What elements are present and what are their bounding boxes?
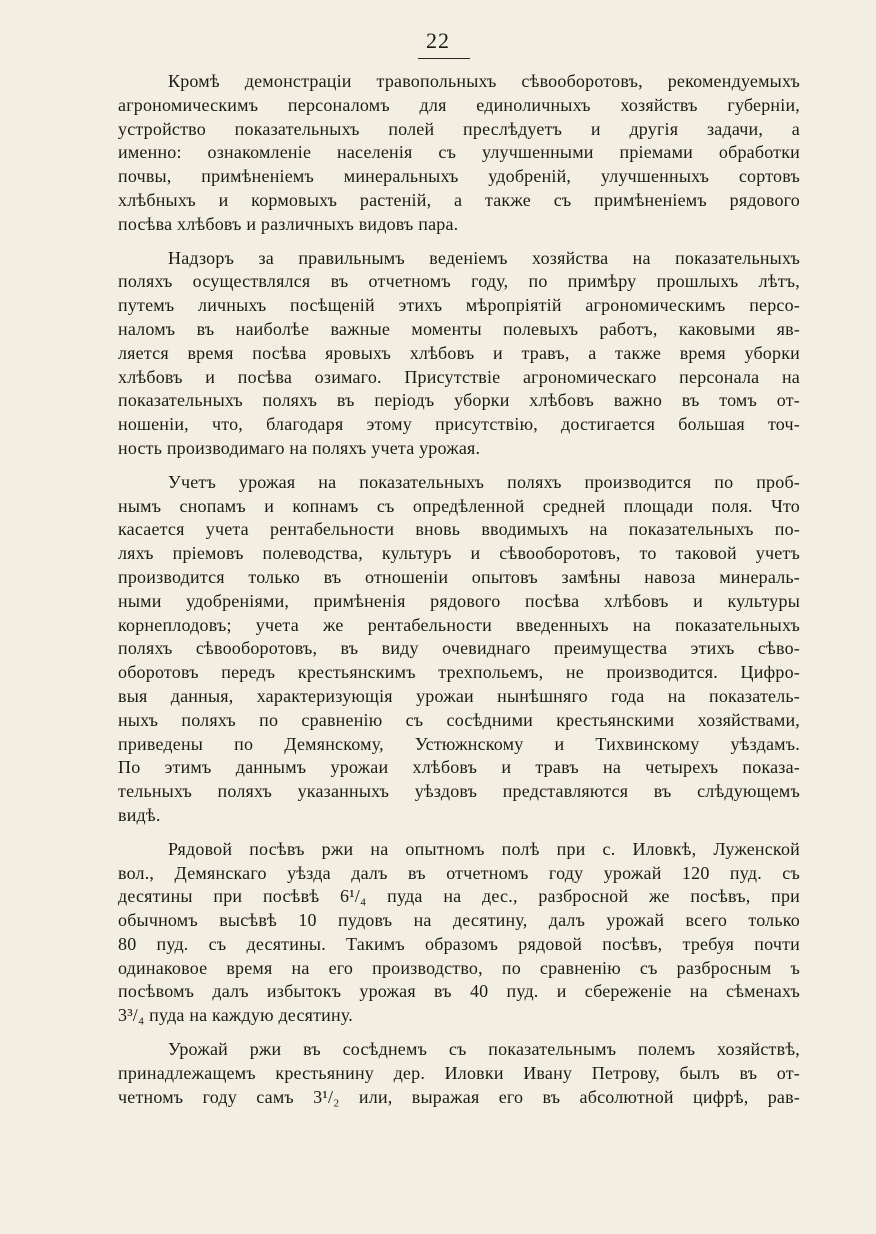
text-line: именно: ознакомленіе населенія съ улучшенными пріемами обработки xyxy=(118,142,800,163)
paragraph-supervision xyxy=(118,247,800,461)
page-body xyxy=(118,70,800,1119)
text-line: производится только въ отношеніи опытовъ замѣны навоза минераль- xyxy=(118,566,800,587)
text-line: оборотовъ передъ крестьянскимъ трехпольемъ, не производится. Цифро- xyxy=(118,662,800,683)
paragraph-harvest-accounting xyxy=(118,471,800,828)
text-line: поляхъ осуществлялся въ отчетномъ году, по примѣру прошлыхъ лѣтъ, xyxy=(118,271,800,292)
text-line: ляется время посѣва яровыхъ хлѣбовъ и травъ, а также время уборки xyxy=(118,342,800,363)
text-line: хлѣбныхъ и кормовыхъ растеній, а также съ примѣненіемъ рядового xyxy=(118,189,800,210)
text-line: путемъ личныхъ посѣщеній этихъ мѣропріятій агрономическимъ персо- xyxy=(118,295,800,316)
text-line: По этимъ даннымъ урожаи хлѣбовъ и травъ на четырехъ показа- xyxy=(118,757,800,778)
text-line: касается учета рентабельности вновь вводимыхъ на показательныхъ по- xyxy=(118,519,800,540)
text-line: посѣвомъ далъ избытокъ урожая въ 40 пуд. и сбереженіе на сѣменахъ xyxy=(118,981,800,1002)
text-line: 3³/₄ пуда на каждую десятину. xyxy=(118,1005,353,1026)
text-line: наломъ въ наиболѣе важные моменты полевыхъ работъ, каковыми яв- xyxy=(118,318,800,339)
text-line: принадлежащемъ крестьянину дер. Иловки Ивану Петрову, былъ въ от- xyxy=(118,1062,800,1083)
text-line: корнеплодовъ; учета же рентабельности введенныхъ на показательныхъ xyxy=(118,614,800,635)
text-line: Надзоръ за правильнымъ веденіемъ хозяйства на показательныхъ xyxy=(168,247,800,268)
text-line: поляхъ сѣвооборотовъ, въ виду очевиднаго преимущества этихъ сѣво- xyxy=(118,638,800,659)
text-line: одинаковое время на его производство, по сравненію съ разбросным ъ xyxy=(118,957,800,978)
text-line: ность производимаго на поляхъ учета урожая. xyxy=(118,437,481,458)
text-line: ношеніи, что, благодаря этому присутствію, достигается большая точ- xyxy=(118,414,800,435)
text-line: тельныхъ поляхъ указанныхъ уѣздовъ представляются въ слѣдующемъ xyxy=(118,781,800,802)
paragraph-neighbor-yield xyxy=(118,1038,800,1109)
text-line: почвы, примѣненіемъ минеральныхъ удобреній, улучшенныхъ сортовъ xyxy=(118,166,800,187)
text-line: 80 пуд. съ десятины. Такимъ образомъ рядовой посѣвъ, требуя почти xyxy=(118,933,800,954)
text-line: ляхъ пріемовъ полеводства, культуръ и сѣвооборотовъ, то таковой учетъ xyxy=(118,543,800,564)
text-line: Кромѣ демонстраціи травопольныхъ сѣвооборотовъ, рекомендуемыхъ xyxy=(168,71,800,91)
text-line: ныхъ поляхъ по сравненію съ сосѣдними крестьянскими хозяйствами, xyxy=(118,709,800,730)
text-line: видѣ. xyxy=(118,804,161,825)
text-line: вол., Демянскаго уѣзда далъ въ отчетномъ году урожай 120 пуд. съ xyxy=(118,862,800,883)
text-line: четномъ году самъ 3¹/₂ или, выражая его въ абсолютной цифрѣ, рав- xyxy=(118,1086,800,1107)
text-line: хлѣбовъ и посѣва озимаго. Присутствіе агрономическаго персонала на xyxy=(118,366,800,387)
text-line: Учетъ урожая на показательныхъ поляхъ производится по проб- xyxy=(168,471,800,492)
text-line: обычномъ высѣвѣ 10 пудовъ на десятину, далъ урожай всего только xyxy=(118,910,800,931)
text-line: десятины при посѣвѣ 6¹/₄ пуда на дес., разбросной же посѣвъ, при xyxy=(118,886,800,907)
text-line: устройство показательныхъ полей преслѣдуетъ и другія задачи, а xyxy=(118,118,800,139)
text-line: посѣва хлѣбовъ и различныхъ видовъ пара. xyxy=(118,213,459,234)
page-number: 22 xyxy=(426,28,450,53)
text-line: выя данныя, характеризующія урожаи нынѣшняго года на показатель- xyxy=(118,685,800,706)
text-line: нымъ снопамъ и копнамъ съ опредѣленной средней площади поля. Что xyxy=(118,495,800,516)
text-line: ными удобреніями, примѣненія рядового посѣва хлѣбовъ и культуры xyxy=(118,590,800,611)
text-line: Рядовой посѣвъ ржи на опытномъ полѣ при с. Иловкѣ, Луженской xyxy=(168,838,800,859)
paragraph-demonstration xyxy=(118,70,800,237)
text-line: показательныхъ поляхъ въ періодъ уборки хлѣбовъ важно въ томъ от- xyxy=(118,390,800,411)
paragraph-row-sowing xyxy=(118,838,800,1028)
page-number-underline xyxy=(418,58,470,59)
text-line: приведены по Демянскому, Устюжнскому и Тихвинскому уѣздамъ. xyxy=(118,733,800,754)
text-line: Урожай ржи въ сосѣднемъ съ показательнымъ полемъ хозяйствѣ, xyxy=(168,1039,800,1060)
text-line: агрономическимъ персоналомъ для единоличныхъ хозяйствъ губерніи, xyxy=(118,94,800,115)
